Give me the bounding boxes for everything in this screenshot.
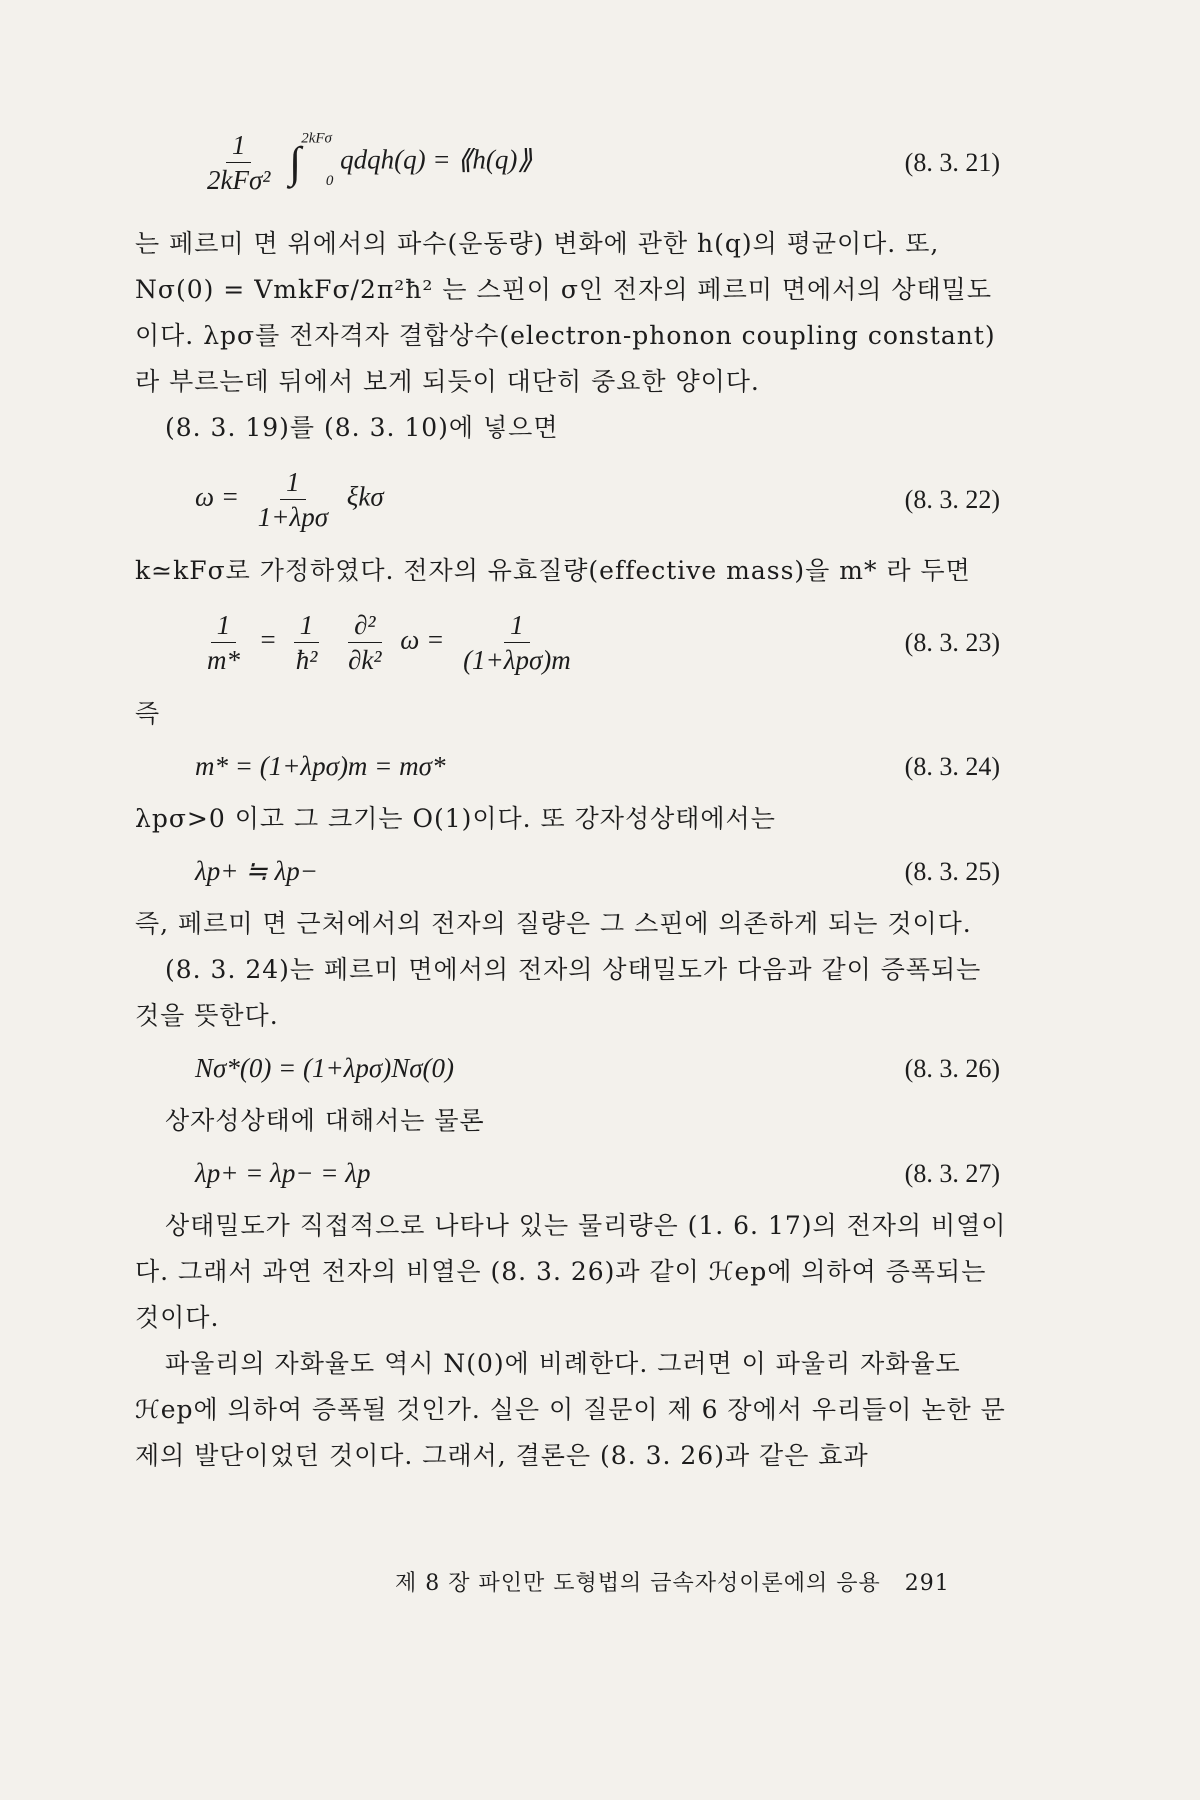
paragraph: 상자성상태에 대해서는 물론 [165, 1106, 485, 1135]
paragraph: (8. 3. 19)를 (8. 3. 10)에 넣으면 [165, 413, 559, 442]
equation-8-3-23: $\frac{1}{m*}$ = $\frac{1}{\text{ħ²}}$ $\frac{\text{∂²}}{\text{∂k²}}$ ω = $\frac{1}{\text{(1+λpσ)m}}$ (8. 3. 23) [135, 608, 1010, 677]
eq21-upper-limit: 2kFσ [301, 130, 332, 147]
eq23-d2: ħ² [295, 645, 318, 675]
eq23-d4: (1+λpσ)m [463, 645, 571, 675]
equation-number: (8. 3. 24) [904, 751, 1000, 781]
eq25-body: λp+ ≒ λp− [195, 856, 318, 886]
integral-sign: ∫ [289, 138, 302, 187]
equation-number: (8. 3. 27) [904, 1158, 1000, 1188]
equation-8-3-22 [135, 465, 1010, 534]
paragraph: 즉, 페르미 면 근처에서의 전자의 질량은 그 스핀에 의존하게 되는 것이다. [135, 909, 972, 938]
eq21-lhs-numerator: 1 [226, 128, 252, 163]
eq22-lhs: ω = [195, 481, 240, 512]
eq21-lower-limit: 0 [325, 172, 334, 189]
eq23-n1: 1 [211, 608, 237, 643]
paragraph: k≃kFσ로 가정하였다. 전자의 유효질량(effective mass)을 m* 라 두면 [135, 556, 971, 585]
equation-number: (8. 3. 21) [904, 147, 1000, 177]
eq26-body: Nσ*(0) = (1+λpσ)Nσ(0) [195, 1053, 455, 1083]
paragraph: 파울리의 자화율도 역시 N(0)에 비례한다. 그러면 이 파울리 자화율도 ℋep에 의하여 증폭될 것인가. 실은 이 질문이 제 6 장에서 우리들이 논한 문제의 발단이었던 것이다. 그래서, 결론은 (8. 3. 26)과 같은 효과 [135, 1349, 1006, 1470]
eq23-n4: 1 [504, 608, 530, 643]
equation-number: (8. 3. 23) [904, 627, 1000, 657]
equation-8-3-26 [135, 1053, 1010, 1084]
paragraph: 는 페르미 면 위에서의 파수(운동량) 변화에 관한 h(q)의 평균이다. 또, Nσ(0) = VmkFσ/2π²ħ² 는 스핀이 σ인 전자의 페르미 면에서의 상태밀도이다. λpσ를 전자격자 결합상수(electron-phonon coupling constant)라 부르는데 뒤에서 보게 되듯이 대단히 중요한 양이다. [135, 229, 996, 396]
equation-number: (8. 3. 26) [904, 1053, 1000, 1083]
eq23-n2: 1 [294, 608, 320, 643]
paragraph: λpσ>0 이고 그 크기는 O(1)이다. 또 강자성상태에서는 [135, 804, 776, 833]
running-footer [395, 1566, 950, 1597]
eq23-d1: m* [207, 645, 240, 675]
eq24-body: m* = (1+λpσ)m = mσ* [195, 751, 446, 781]
equation-8-3-27 [135, 1158, 1010, 1189]
eq23-n3: ∂² [348, 608, 381, 643]
page-number: 291 [904, 1571, 950, 1596]
eq23-d3: ∂k² [348, 645, 382, 675]
eq21-integrand: qdqh(q) = ⟪h(q)⟫ [340, 144, 533, 175]
paragraph: 즉 [135, 699, 161, 728]
eq22-numerator: 1 [280, 465, 306, 500]
paragraph: 상태밀도가 직접적으로 나타나 있는 물리량은 (1. 6. 17)의 전자의 비열이다. 그래서 과연 전자의 비열은 (8. 3. 26)과 같이 ℋep에 의하여 증폭되는 것이다. [135, 1211, 1007, 1332]
chapter-title: 제 8 장 파인만 도형법의 금속자성이론에의 응용 [395, 1571, 881, 1596]
equation-number: (8. 3. 25) [904, 856, 1000, 886]
equation-8-3-21 [135, 128, 1010, 197]
page-content [135, 128, 1010, 1479]
eq22-rhs: ξkσ [346, 481, 384, 512]
paragraph: (8. 3. 24)는 페르미 면에서의 전자의 상태밀도가 다음과 같이 증폭되는 것을 뜻한다. [135, 955, 982, 1030]
eq27-body: λp+ = λp− = λp [195, 1158, 371, 1188]
eq21-lhs-denominator: 2kFσ² [207, 165, 271, 195]
equation-8-3-24 [135, 751, 1010, 782]
eq23-mid: ω = [400, 624, 445, 655]
eq22-denominator: 1+λpσ [257, 502, 329, 532]
equation-8-3-25 [135, 856, 1010, 887]
equation-number: (8. 3. 22) [904, 484, 1000, 514]
